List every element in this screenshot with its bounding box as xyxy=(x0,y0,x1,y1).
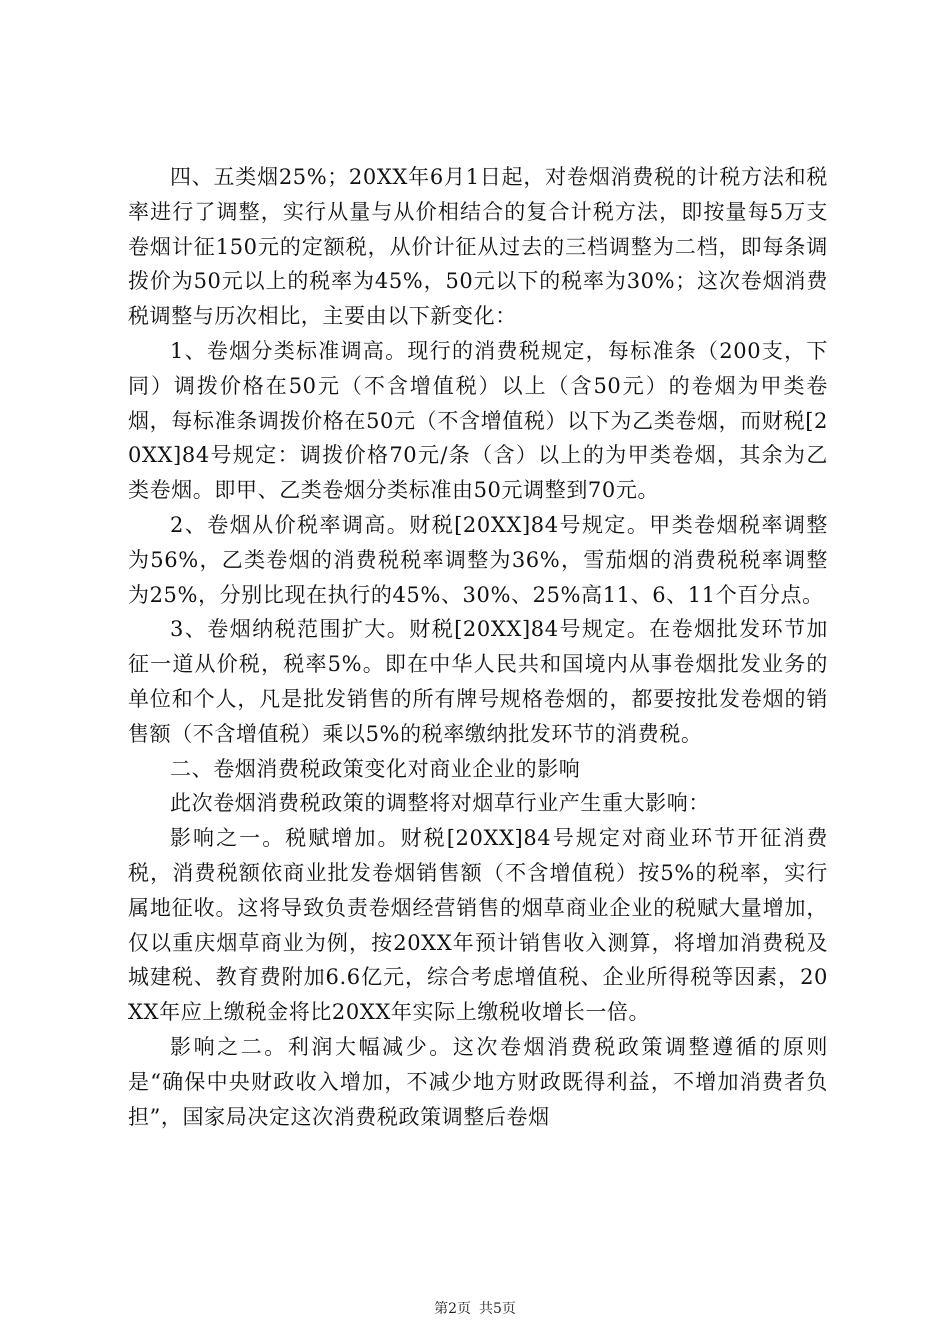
page-number: 第2页 xyxy=(434,1301,471,1317)
page-total: 共5页 xyxy=(479,1301,516,1317)
paragraph-tax-rate-history: 四、五类烟25%；20XX年6月1日起，对卷烟消费税的计税方法和税率进行了调整，实行从量与从价相结合的复合计税方法，即按量每5万支卷烟计征150元的定额税，从价计征从过去的三档调整为二档，即每条调拨价为50元以上的税率为45%，50元以下的税率为30%；这次卷烟消费税调整与历次相比，主要由以下新变化： xyxy=(128,165,828,329)
section-heading-impact: 二、卷烟消费税政策变化对商业企业的影响 xyxy=(170,756,581,781)
paragraph-impact-one: 影响之一。税赋增加。财税[20XX]84号规定对商业环节开征消费税，消费税额依商业批发卷烟销售额（不含增值税）按5%的税率，实行属地征收。这将导致负责卷烟经营销售的烟草商业企业的税赋大量增加，仅以重庆烟草商业为例，按20XX年预计销售收入测算，将增加消费税及城建税、教育费附加6.6亿元，综合考虑增值税、企业所得税等因素，20XX年应上缴税金将比20XX年实际上缴税收增长一倍。 xyxy=(128,826,828,1025)
paragraph-impact-two: 影响之二。利润大幅减少。这次卷烟消费税政策调整遵循的原则是“确保中央财政收入增加，不减少地方财政既得利益，不增加消费者负担”，国家局决定这次消费税政策调整后卷烟 xyxy=(128,1034,828,1129)
paragraph-tax-scope: 3、卷烟纳税范围扩大。财税[20XX]84号规定。在卷烟批发环节加征一道从价税，税率5%。即在中华人民共和国境内从事卷烟批发业务的单位和个人，凡是批发销售的所有牌号规格卷烟的，都要按批发卷烟的销售额（不含增值税）乘以5%的税率缴纳批发环节的消费税。 xyxy=(128,617,828,746)
paragraph-classification-standard: 1、卷烟分类标准调高。现行的消费税规定，每标准条（200支，下同）调拨价格在50元（不含增值税）以上（含50元）的卷烟为甲类卷烟，每标准条调拨价格在50元（不含增值税）以下为乙类卷烟，而财税[20XX]84号规定：调拨价格70元/条（含）以上的为甲类卷烟，其余为乙类卷烟。即甲、乙类卷烟分类标准由50元调整到70元。 xyxy=(128,338,828,503)
page-footer xyxy=(0,1300,950,1318)
document-body xyxy=(128,160,828,1134)
paragraph-impact-intro: 此次卷烟消费税政策的调整将对烟草行业产生重大影响： xyxy=(170,791,710,816)
paragraph-ad-valorem-rate: 2、卷烟从价税率调高。财税[20XX]84号规定。甲类卷烟税率调整为56%，乙类卷烟的消费税税率调整为36%，雪茄烟的消费税税率调整为25%，分别比现在执行的45%、30%、25%高11、6、11个百分点。 xyxy=(128,512,828,607)
